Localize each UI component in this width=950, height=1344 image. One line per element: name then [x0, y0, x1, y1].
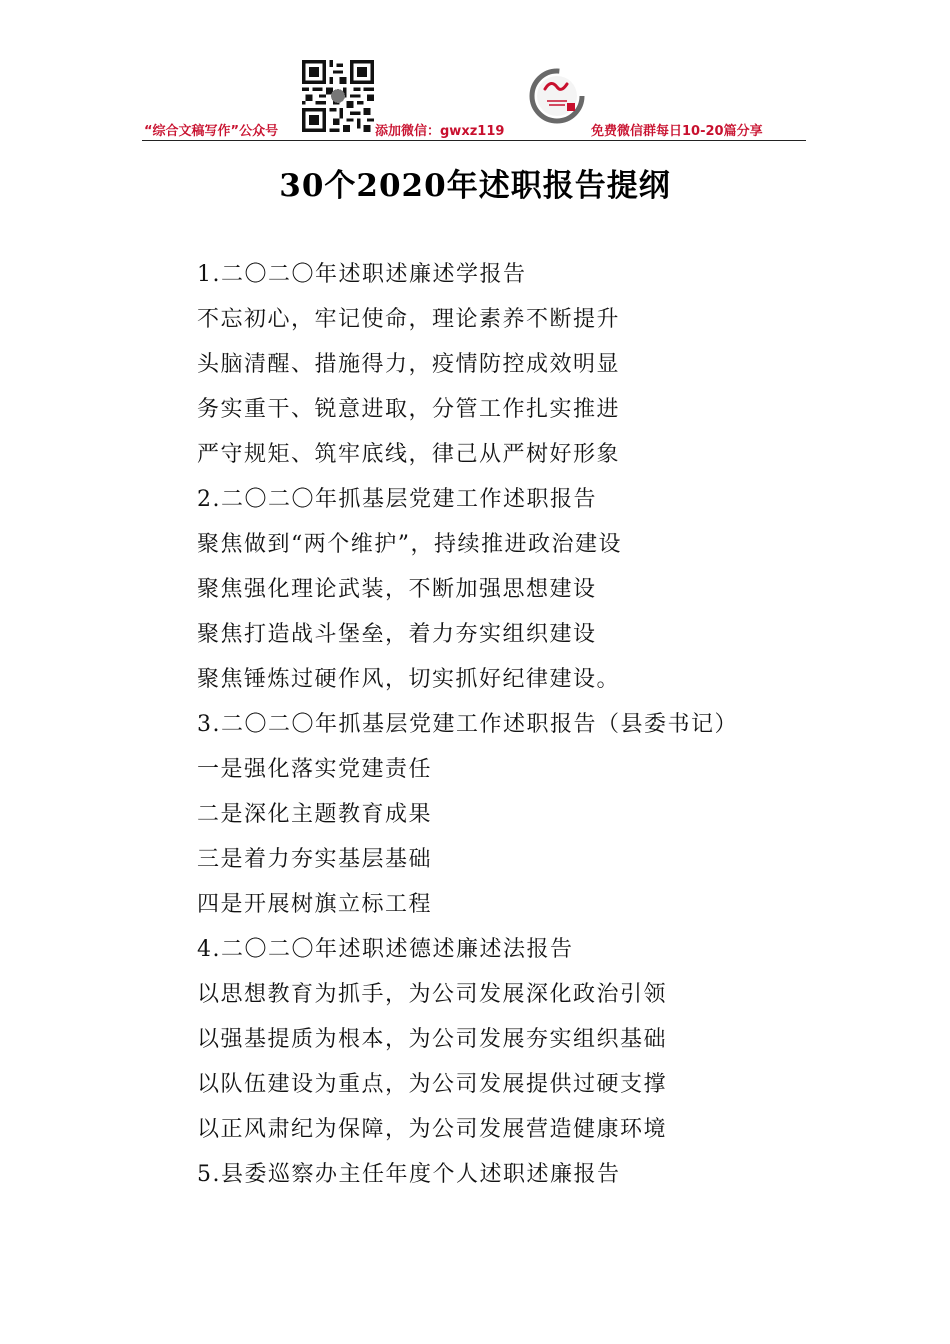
outline-line: 严守规矩、筑牢底线，律己从严树好形象: [197, 442, 621, 467]
outline-line: 四是开展树旗立标工程: [197, 892, 433, 917]
outline-line: 不忘初心，牢记使命，理论素养不断提升: [197, 307, 621, 332]
outline-line: 聚焦锤炼过硬作风，切实抓好纪律建设。: [197, 667, 621, 692]
outline-line: 聚焦强化理论武装，不断加强思想建设: [197, 577, 597, 602]
outline-line: 以强基提质为根本，为公司发展夯实组织基础: [197, 1027, 668, 1052]
outline-line: 聚焦打造战斗堡垒，着力夯实组织建设: [197, 622, 597, 647]
outline-line: 头脑清醒、措施得力，疫情防控成效明显: [197, 352, 621, 377]
header-wechat-id: 添加微信：gwxz119: [375, 124, 505, 139]
outline-line: 3.二〇二〇年抓基层党建工作述职报告（县委书记）: [197, 712, 738, 737]
brush-logo-icon: [527, 65, 587, 125]
outline-line: 二是深化主题教育成果: [197, 802, 433, 827]
outline-line: 以思想教育为抓手，为公司发展深化政治引领: [197, 982, 668, 1007]
outline-line: 聚焦做到“两个维护”，持续推进政治建设: [197, 532, 622, 557]
document-header: [142, 52, 806, 142]
header-divider: [142, 140, 806, 141]
outline-line: 1.二〇二〇年述职述廉述学报告: [197, 262, 527, 287]
document-title: 30个2020年述职报告提纲: [279, 168, 671, 204]
header-group-share: 免费微信群每日10-20篇分享: [591, 124, 763, 139]
header-public-account: “综合文稿写作”公众号: [144, 124, 279, 139]
outline-line: 一是强化落实党建责任: [197, 757, 433, 782]
outline-line: 以队伍建设为重点，为公司发展提供过硬支撑: [197, 1072, 668, 1097]
outline-line: 5.县委巡察办主任年度个人述职述廉报告: [197, 1162, 621, 1187]
outline-line: 2.二〇二〇年抓基层党建工作述职报告: [197, 487, 597, 512]
outline-line: 4.二〇二〇年述职述德述廉述法报告: [197, 937, 574, 962]
document-body: [197, 252, 817, 1197]
outline-line: 务实重干、锐意进取，分管工作扎实推进: [197, 397, 621, 422]
outline-line: 三是着力夯实基层基础: [197, 847, 433, 872]
qr-code-icon: [302, 60, 374, 132]
outline-line: 以正风肃纪为保障，为公司发展营造健康环境: [197, 1117, 668, 1142]
